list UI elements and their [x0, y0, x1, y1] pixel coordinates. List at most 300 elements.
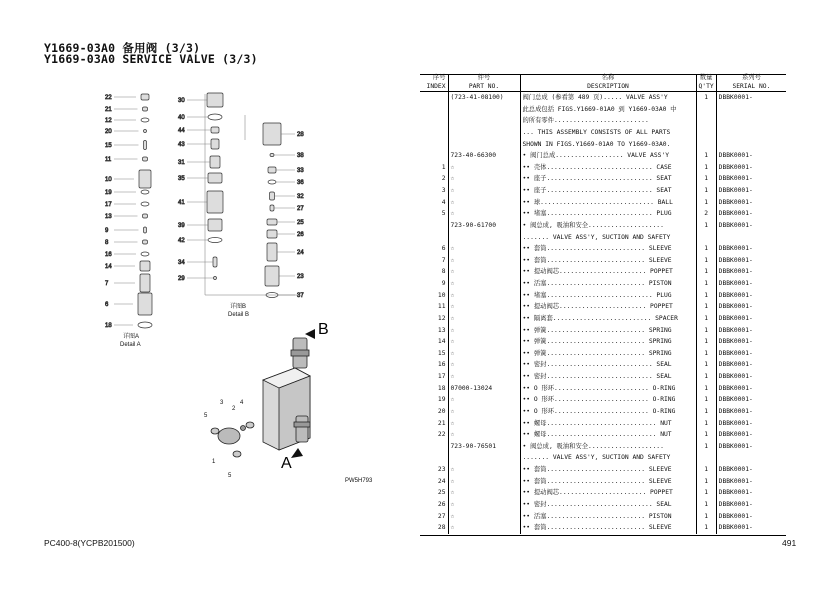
row-description: • 阀门总成.................. VALVE ASS'Y — [520, 150, 696, 162]
row-description: •• 壳体............................ CASE — [520, 162, 696, 174]
row-qty: 1 — [696, 173, 716, 185]
row-serial: DBBK0001- — [718, 524, 753, 532]
row-index: 20 — [420, 406, 448, 418]
row-part-no: (723-41-08100) — [448, 92, 520, 104]
row-index: 22 — [420, 429, 448, 441]
row-description: •• 活塞.......................... PISTON — [520, 278, 696, 290]
diagram-part — [211, 127, 219, 133]
table-row — [420, 243, 786, 255]
row-qty: 1 — [696, 301, 716, 313]
assembly-callout: 5 — [228, 473, 232, 479]
row-serial — [716, 127, 786, 139]
row-qty: 1 — [696, 92, 716, 104]
diagram-part — [214, 277, 217, 280]
callout-label: 23 — [297, 274, 304, 280]
row-part-no — [448, 139, 520, 151]
diagram-part — [267, 243, 277, 261]
row-part-no: ☆ — [448, 197, 520, 209]
assembly-callout: 1 — [212, 459, 216, 465]
row-description: •• 套筒.......................... SLEEVE — [520, 243, 696, 255]
drawing-code: PW5H793 — [345, 478, 373, 484]
callout-label: 17 — [105, 202, 112, 208]
row-qty: 1 — [696, 255, 716, 267]
callout-label: 10 — [105, 177, 112, 183]
table-row — [420, 429, 786, 441]
table-row — [420, 522, 786, 534]
row-index: 18 — [420, 383, 448, 395]
row-part-no: ☆ — [448, 243, 520, 255]
callout-label: 15 — [105, 143, 112, 149]
row-qty — [696, 139, 716, 151]
assembly-callout: 2 — [232, 406, 236, 412]
diagram-part — [211, 139, 219, 149]
row-index: 1 — [420, 162, 448, 174]
row-index — [420, 115, 448, 127]
diagram-part — [263, 123, 281, 145]
row-serial: DBBK0001- — [718, 175, 753, 183]
row-qty: 1 — [696, 185, 716, 197]
row-description: •• 弹簧.......................... SPRING — [520, 325, 696, 337]
row-description: •• 座子............................ SEAT — [520, 173, 696, 185]
row-index: 5 — [420, 208, 448, 220]
row-description: •• 密封............................ SEAL — [520, 499, 696, 511]
callout-label: 41 — [178, 200, 185, 206]
row-qty: 1 — [696, 429, 716, 441]
row-index: 23 — [420, 464, 448, 476]
callout-label: 32 — [297, 194, 304, 200]
callout-label: 12 — [105, 118, 112, 124]
row-index: 9 — [420, 278, 448, 290]
row-serial — [716, 232, 786, 244]
row-qty: 1 — [696, 418, 716, 430]
table-row — [420, 139, 786, 151]
row-index — [420, 441, 448, 453]
table-row — [420, 232, 786, 244]
table-row — [420, 325, 786, 337]
table-row — [420, 464, 786, 476]
row-index: 17 — [420, 371, 448, 383]
row-index: 16 — [420, 359, 448, 371]
row-description: • 阀总成, 吸油和安全.................... — [520, 220, 696, 232]
diagram-part — [143, 214, 148, 218]
table-row — [420, 208, 786, 220]
row-description: •• 弹簧.......................... SPRING — [520, 348, 696, 360]
row-index: 2 — [420, 173, 448, 185]
assembly-callout: 5 — [204, 413, 208, 419]
row-index — [420, 92, 448, 104]
row-index: 28 — [420, 522, 448, 534]
diagram-part — [207, 191, 223, 213]
callout-label: 30 — [178, 98, 185, 104]
diagram-part — [267, 219, 277, 225]
diagram-part — [141, 118, 149, 122]
callout-label: 26 — [297, 232, 304, 238]
row-serial: DBBK0001- — [718, 198, 753, 206]
row-part-no: ☆ — [448, 301, 520, 313]
table-row — [420, 511, 786, 523]
header-qty: 数量 Q'TY — [696, 74, 716, 92]
detail-a-parts — [105, 94, 152, 329]
row-qty: 1 — [696, 406, 716, 418]
table-row — [420, 185, 786, 197]
row-description: •• 座子............................ SEAT — [520, 185, 696, 197]
detail-b-parts-left — [178, 93, 223, 282]
row-index: 6 — [420, 243, 448, 255]
callout-label: 44 — [178, 128, 185, 134]
row-description: •• 隔离套.......................... SPACER — [520, 313, 696, 325]
diagram-part — [138, 322, 152, 328]
table-row — [420, 441, 786, 453]
table-row — [420, 150, 786, 162]
row-part-no — [448, 115, 520, 127]
callout-label: 19 — [105, 190, 112, 196]
diagram-part — [268, 180, 276, 184]
row-serial: DBBK0001- — [718, 163, 753, 171]
diagram-part — [141, 252, 149, 256]
table-row — [420, 104, 786, 116]
row-qty: 1 — [696, 197, 716, 209]
table-row — [420, 487, 786, 499]
callout-label: 25 — [297, 220, 304, 226]
header-part-no: 件号 PART NO. — [448, 74, 520, 92]
row-serial — [716, 115, 786, 127]
row-part-no — [448, 127, 520, 139]
row-serial: DBBK0001- — [718, 407, 753, 415]
row-part-no: ☆ — [448, 255, 520, 267]
table-row — [420, 313, 786, 325]
table-row — [420, 173, 786, 185]
row-serial: DBBK0001- — [718, 187, 753, 194]
detail-b-label-en: Detail B — [228, 312, 250, 318]
row-qty: 1 — [696, 243, 716, 255]
row-serial: DBBK0001- — [718, 442, 753, 450]
row-qty: 1 — [696, 313, 716, 325]
diagram-part — [267, 230, 277, 238]
row-part-no: 723-90-76501 — [448, 441, 520, 453]
callout-label: 20 — [105, 129, 112, 135]
row-part-no: ☆ — [448, 348, 520, 360]
row-qty: 1 — [696, 290, 716, 302]
row-qty: 1 — [696, 511, 716, 523]
row-part-no: ☆ — [448, 278, 520, 290]
row-index — [420, 220, 448, 232]
table-row — [420, 336, 786, 348]
row-qty: 1 — [696, 348, 716, 360]
row-description: •• 球.............................. BALL — [520, 197, 696, 209]
row-qty — [696, 452, 716, 464]
view-a-label: A — [281, 455, 292, 472]
row-qty: 1 — [696, 499, 716, 511]
row-part-no: ☆ — [448, 325, 520, 337]
diagram-part — [140, 261, 150, 271]
row-description: •• 密封............................ SEAL — [520, 371, 696, 383]
row-serial: DBBK0001- — [718, 466, 753, 473]
callout-label: 40 — [178, 115, 185, 121]
row-qty: 1 — [696, 336, 716, 348]
table-row — [420, 499, 786, 511]
row-part-no: ☆ — [448, 336, 520, 348]
detail-b-parts-right — [263, 123, 304, 299]
row-qty — [696, 232, 716, 244]
row-serial: DBBK0001- — [718, 326, 753, 334]
callout-label: 37 — [297, 293, 304, 299]
row-part-no: ☆ — [448, 185, 520, 197]
callout-label: 42 — [178, 238, 185, 244]
row-description: •• 堵塞............................ PLUG — [520, 208, 696, 220]
table-row — [420, 348, 786, 360]
row-serial: DBBK0001- — [718, 268, 753, 276]
header-index: 序号 INDEX — [420, 74, 448, 92]
diagram-part — [141, 202, 149, 206]
diagram-part — [143, 157, 148, 161]
row-serial: DBBK0001- — [718, 396, 753, 404]
row-part-no — [448, 104, 520, 116]
row-index: 11 — [420, 301, 448, 313]
callout-label: 39 — [178, 223, 185, 229]
callout-label: 21 — [105, 107, 112, 113]
diagram-part — [270, 154, 274, 157]
diagram-part — [208, 173, 222, 183]
assembly-callout: 3 — [220, 400, 224, 406]
callout-label: 7 — [105, 281, 109, 287]
table-row — [420, 301, 786, 313]
page-title-cn: Y1669-03A0 备用阀 (3/3) — [44, 41, 201, 55]
header-description: 名称 DESCRIPTION — [520, 74, 696, 92]
row-serial: DBBK0001- — [718, 280, 753, 287]
table-row — [420, 406, 786, 418]
row-description: •• O 形环......................... O-RING — [520, 406, 696, 418]
row-qty: 1 — [696, 278, 716, 290]
row-serial: DBBK0001- — [718, 373, 753, 380]
row-description: ....... VALVE ASS'Y, SUCTION AND SAFETY — [520, 232, 696, 244]
row-index: 19 — [420, 394, 448, 406]
row-part-no: ☆ — [448, 313, 520, 325]
callout-label: 33 — [297, 168, 304, 174]
diagram-part — [210, 156, 220, 168]
row-part-no: ☆ — [448, 476, 520, 488]
row-index: 26 — [420, 499, 448, 511]
row-part-no — [448, 232, 520, 244]
row-serial: DBBK0001- — [718, 94, 753, 101]
row-qty: 1 — [696, 464, 716, 476]
diagram-part — [143, 240, 148, 244]
detail-b-label-cn: 详图B — [230, 304, 247, 310]
row-index: 12 — [420, 313, 448, 325]
row-qty — [696, 115, 716, 127]
diagram-part — [144, 130, 147, 133]
row-qty: 1 — [696, 150, 716, 162]
table-row — [420, 359, 786, 371]
row-index: 15 — [420, 348, 448, 360]
callout-label: 13 — [105, 214, 112, 220]
row-qty: 1 — [696, 371, 716, 383]
row-serial: DBBK0001- — [718, 477, 753, 485]
callout-label: 22 — [105, 95, 112, 101]
callout-label: 43 — [178, 142, 185, 148]
callout-label: 36 — [297, 180, 304, 186]
valve-assembly-diagram — [195, 310, 373, 490]
row-qty: 1 — [696, 522, 716, 534]
row-part-no: ☆ — [448, 173, 520, 185]
detail-a-label-cn: 详图A — [123, 334, 140, 340]
diagram-part — [141, 190, 149, 194]
table-row — [420, 127, 786, 139]
callout-label: 14 — [105, 264, 112, 270]
row-part-no: ☆ — [448, 418, 520, 430]
diagram-part — [138, 293, 152, 315]
row-serial: DBBK0001- — [718, 512, 753, 520]
row-description: •• 活塞.......................... PISTON — [520, 511, 696, 523]
diagram-part — [208, 114, 222, 120]
row-description: •• O 形环......................... O-RING — [520, 394, 696, 406]
callout-label: 27 — [297, 206, 304, 212]
callout-label: 28 — [297, 132, 304, 138]
row-part-no: ☆ — [448, 511, 520, 523]
diagram-part — [141, 94, 149, 100]
row-part-no: 723-90-61700 — [448, 220, 520, 232]
row-description: •• 弹簧.......................... SPRING — [520, 336, 696, 348]
row-serial: DBBK0001- — [718, 245, 753, 253]
row-description: •• 套筒.......................... SLEEVE — [520, 464, 696, 476]
callout-label: 6 — [105, 302, 109, 308]
row-qty: 1 — [696, 325, 716, 337]
diagram-part — [208, 219, 222, 231]
row-qty: 1 — [696, 220, 716, 232]
table-row — [420, 162, 786, 174]
table-row — [420, 92, 786, 104]
row-index — [420, 232, 448, 244]
row-description: •• 提动阀芯....................... POPPET — [520, 266, 696, 278]
row-index — [420, 104, 448, 116]
row-part-no: ☆ — [448, 359, 520, 371]
row-description: ... THIS ASSEMBLY CONSISTS OF ALL PARTS — [520, 127, 696, 139]
diagram-part — [207, 93, 223, 107]
table-row — [420, 278, 786, 290]
diagram-part — [270, 192, 275, 200]
row-index: 24 — [420, 476, 448, 488]
view-b-label: B — [318, 321, 329, 338]
row-index — [420, 452, 448, 464]
callout-label: 11 — [105, 157, 112, 163]
row-description: •• 提动阀芯....................... POPPET — [520, 487, 696, 499]
row-description: •• 套筒.......................... SLEEVE — [520, 522, 696, 534]
row-description: •• 螺母............................. NUT — [520, 418, 696, 430]
row-serial: DBBK0001- — [718, 349, 753, 357]
row-description: 此总成包括 FIGS.Y1669-01A0 到 Y1669-03A0 中 — [520, 104, 696, 116]
diagram-part — [144, 141, 147, 150]
row-description: ....... VALVE ASS'Y, SUCTION AND SAFETY — [520, 452, 696, 464]
row-qty: 1 — [696, 487, 716, 499]
row-serial: DBBK0001- — [718, 431, 753, 439]
diagram-part — [139, 170, 151, 188]
row-index: 13 — [420, 325, 448, 337]
row-serial: DBBK0001- — [718, 152, 753, 160]
table-row — [420, 255, 786, 267]
row-index — [420, 139, 448, 151]
row-index: 3 — [420, 185, 448, 197]
row-description: 的所有零件......................... — [520, 115, 696, 127]
row-description: •• 堵塞............................ PLUG — [520, 290, 696, 302]
diagram-part — [213, 257, 217, 267]
row-index: 27 — [420, 511, 448, 523]
row-index: 21 — [420, 418, 448, 430]
row-qty: 1 — [696, 441, 716, 453]
callout-label: 16 — [105, 252, 112, 258]
row-description: SHOWN IN FIGS.Y1669-01A0 TO Y1669-03A0. — [520, 139, 696, 151]
diagram-part — [270, 205, 274, 211]
table-row — [420, 290, 786, 302]
row-qty: 1 — [696, 383, 716, 395]
row-index: 10 — [420, 290, 448, 302]
row-serial: DBBK0001- — [718, 384, 753, 392]
callout-label: 31 — [178, 160, 185, 166]
row-part-no: ☆ — [448, 371, 520, 383]
diagram-part — [268, 167, 276, 173]
row-serial: DBBK0001- — [718, 314, 753, 322]
table-row — [420, 383, 786, 395]
row-description: 阀门总成 (参看第 489 页)..... VALVE ASS'Y — [520, 92, 696, 104]
detail-a-label-en: Detail A — [120, 342, 141, 348]
row-serial — [716, 139, 786, 151]
diagram-part — [140, 274, 150, 292]
table-row — [420, 452, 786, 464]
row-description: •• 密封............................ SEAL — [520, 359, 696, 371]
row-part-no: ☆ — [448, 499, 520, 511]
row-part-no — [448, 452, 520, 464]
row-index — [420, 127, 448, 139]
row-serial: DBBK0001- — [718, 210, 753, 218]
row-qty: 1 — [696, 266, 716, 278]
row-index — [420, 150, 448, 162]
table-row — [420, 418, 786, 430]
row-part-no: ☆ — [448, 406, 520, 418]
row-qty: 1 — [696, 162, 716, 174]
callout-label: 38 — [297, 153, 304, 159]
row-serial: DBBK0001- — [718, 489, 753, 497]
row-serial: DBBK0001- — [718, 256, 753, 264]
row-part-no: ☆ — [448, 290, 520, 302]
row-serial — [716, 104, 786, 116]
row-qty: 1 — [696, 394, 716, 406]
row-index: 7 — [420, 255, 448, 267]
row-description: •• 螺母............................. NUT — [520, 429, 696, 441]
row-description: •• O 形环......................... O-RING — [520, 383, 696, 395]
row-description: • 阀总成, 吸油和安全.................... — [520, 441, 696, 453]
row-qty — [696, 127, 716, 139]
row-qty — [696, 104, 716, 116]
row-serial — [716, 452, 786, 464]
row-serial: DBBK0001- — [718, 338, 753, 346]
row-serial: DBBK0001- — [718, 500, 753, 508]
row-serial: DBBK0001- — [718, 361, 753, 369]
row-index: 14 — [420, 336, 448, 348]
table-row — [420, 394, 786, 406]
footer-model: PC400-8(YCPB201500) — [44, 538, 135, 548]
row-description: •• 套筒.......................... SLEEVE — [520, 255, 696, 267]
row-part-no: ☆ — [448, 162, 520, 174]
callout-label: 18 — [105, 323, 112, 329]
table-row — [420, 371, 786, 383]
table-row — [420, 476, 786, 488]
row-description: •• 套筒.......................... SLEEVE — [520, 476, 696, 488]
callout-label: 9 — [105, 228, 109, 234]
row-part-no: ☆ — [448, 522, 520, 534]
row-part-no: ☆ — [448, 464, 520, 476]
diagram-part — [144, 227, 147, 233]
row-qty: 1 — [696, 476, 716, 488]
row-qty: 2 — [696, 208, 716, 220]
row-index: 25 — [420, 487, 448, 499]
